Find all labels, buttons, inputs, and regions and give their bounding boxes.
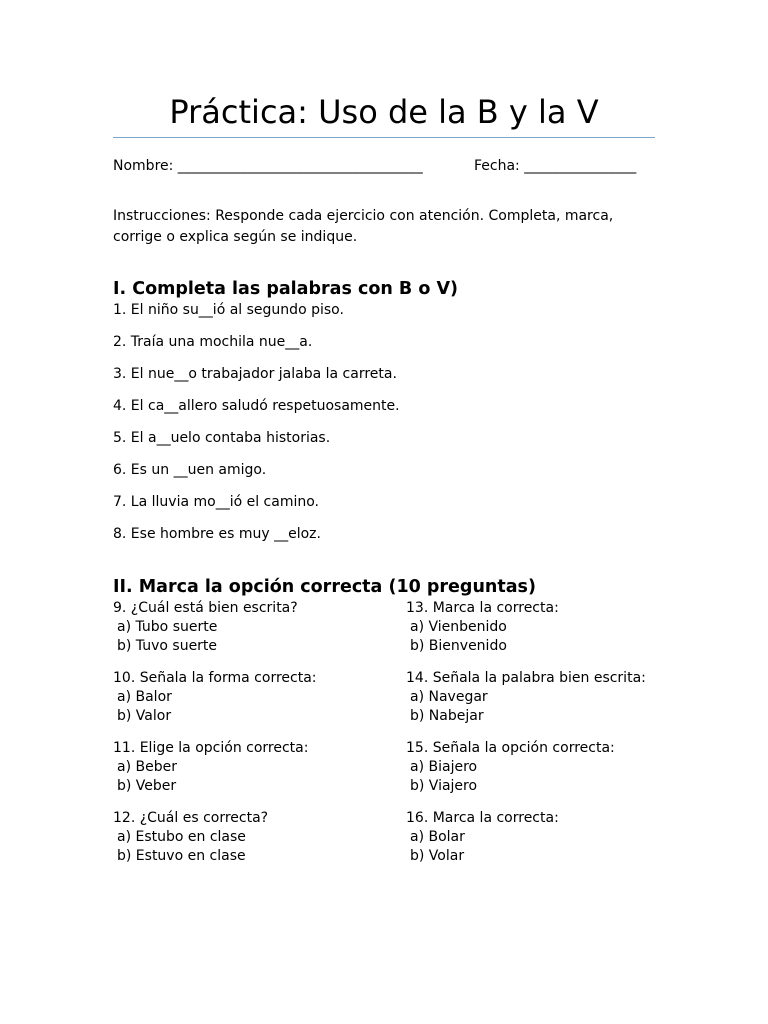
option-a: a) Tubo suerte xyxy=(117,618,218,635)
question-text: 12. ¿Cuál es correcta? xyxy=(113,810,269,826)
date-label: Fecha: xyxy=(474,158,525,174)
question-text: 11. Elige la opción correcta: xyxy=(113,740,309,756)
section-1-heading: I. Completa las palabras con B o V) xyxy=(113,279,458,299)
fill-item: 7. La lluvia mo__ió el camino. xyxy=(113,494,320,510)
question-block xyxy=(406,599,559,655)
fill-item: 6. Es un __uen amigo. xyxy=(113,462,267,478)
question-block xyxy=(406,739,615,795)
name-label: Nombre: xyxy=(113,158,178,174)
question-text: 16. Marca la correcta: xyxy=(406,810,559,826)
fill-item: 5. El a__uelo contaba historias. xyxy=(113,430,331,446)
instructions-text: Instrucciones: Responde cada ejercicio con atención. Completa, marca, corrige o explica según se indique. xyxy=(113,208,614,245)
question-text: 14. Señala la palabra bien escrita: xyxy=(406,670,646,686)
option-a: a) Biajero xyxy=(410,758,478,775)
date-field xyxy=(474,157,636,175)
fill-item: 4. El ca__allero saludó respetuosamente. xyxy=(113,398,400,414)
question-block xyxy=(113,739,308,795)
option-a: a) Vienbenido xyxy=(410,618,507,635)
option-a: a) Beber xyxy=(117,758,177,775)
fill-item: 8. Ese hombre es muy __eloz. xyxy=(113,526,321,542)
question-text: 15. Señala la opción correcta: xyxy=(406,740,615,756)
question-text: 9. ¿Cuál está bien escrita? xyxy=(113,600,298,616)
page-title: Práctica: Uso de la B y la V xyxy=(169,93,599,131)
section-2-heading: II. Marca la opción correcta (10 preguntas) xyxy=(113,577,536,597)
name-field xyxy=(113,157,423,175)
option-a: a) Bolar xyxy=(410,828,465,845)
option-b: b) Nabejar xyxy=(410,707,484,724)
option-a: a) Balor xyxy=(117,688,172,705)
title-underline xyxy=(113,137,655,138)
fill-item: 2. Traía una mochila nue__a. xyxy=(113,334,313,350)
question-text: 10. Señala la forma correcta: xyxy=(113,670,317,686)
question-text: 13. Marca la correcta: xyxy=(406,600,559,616)
option-b: b) Estuvo en clase xyxy=(117,847,246,864)
fill-item: 3. El nue__o trabajador jalaba la carreta. xyxy=(113,366,397,382)
option-b: b) Viajero xyxy=(410,777,478,794)
question-block xyxy=(406,669,646,725)
option-b: b) Bienvenido xyxy=(410,637,507,654)
option-a: a) Navegar xyxy=(410,688,488,705)
question-block xyxy=(406,809,559,865)
option-b: b) Veber xyxy=(117,777,177,794)
date-blank: ________________ xyxy=(524,158,637,174)
fill-item: 1. El niño su__ió al segundo piso. xyxy=(113,302,344,318)
option-b: b) Valor xyxy=(117,707,172,724)
question-block xyxy=(113,669,317,725)
question-block xyxy=(113,809,268,865)
option-b: b) Volar xyxy=(410,847,465,864)
question-block xyxy=(113,599,298,655)
name-blank: ___________________________________ xyxy=(177,158,423,174)
option-b: b) Tuvo suerte xyxy=(117,637,218,654)
option-a: a) Estubo en clase xyxy=(117,828,246,845)
